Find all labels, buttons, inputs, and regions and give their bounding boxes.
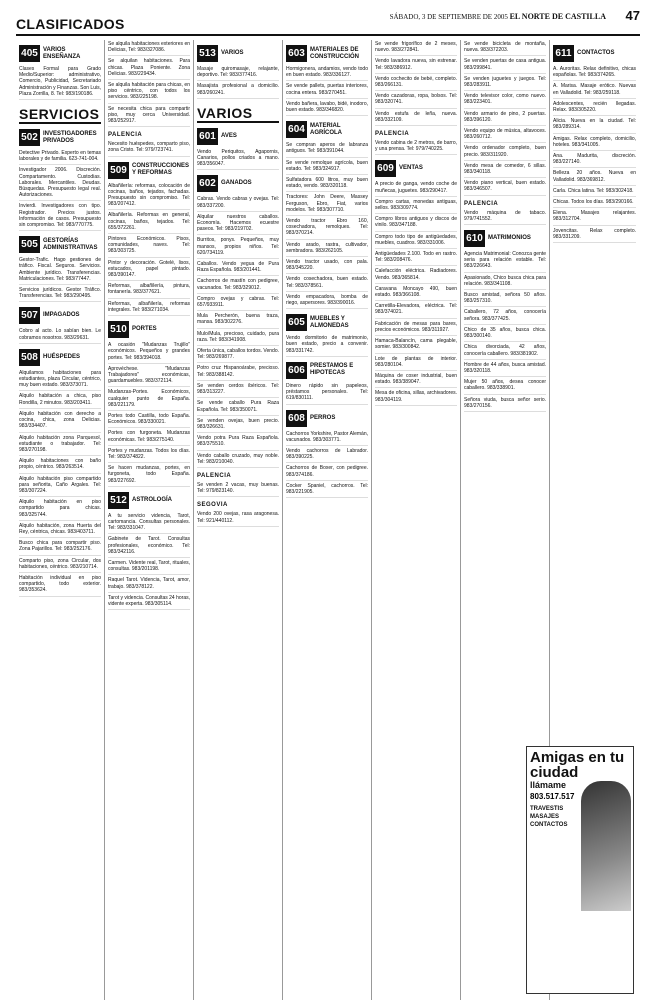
classified-ad: Potro cruz Hispanoárabe, precioso. Tel: 983/388142. bbox=[197, 364, 279, 380]
section-header bbox=[108, 492, 190, 509]
classified-ad: Jovencitas. Relax completo. 983/331209. bbox=[553, 227, 636, 243]
classified-ad: Se vende bicicleta de montaña, nueva. 983/372203. bbox=[464, 40, 546, 56]
classified-ad: Chica divorciada, 42 años, conocería caballero. 983/381902. bbox=[464, 343, 546, 359]
section-header bbox=[286, 314, 368, 331]
section-title: AVES bbox=[221, 132, 237, 139]
classified-ad: Detective Privado. Experto en temas laborales y de familia. 623-741-004. bbox=[19, 149, 101, 165]
classified-ad: Máquina de coser industrial, buen estado. 983/389047. bbox=[375, 372, 457, 388]
issue-date-line bbox=[390, 12, 606, 21]
photo-ad-list-item: MASAJES bbox=[530, 814, 560, 820]
section-header bbox=[286, 121, 368, 138]
classified-ad: Se vende caballo Pura Raza Española. Tel: 983/350071. bbox=[197, 399, 279, 415]
classified-column bbox=[372, 40, 461, 1000]
classified-ad: Se venden ovejas, buen precio. 983/326631. bbox=[197, 417, 279, 433]
classified-ad: Lote de plantas de interior. 983/280104. bbox=[375, 355, 457, 371]
section-number: 605 bbox=[286, 314, 307, 331]
classified-ad: Cabras. Vendo cabras y ovejas. Tel: 983/337200. bbox=[197, 195, 279, 211]
section-title: GANADOS bbox=[221, 180, 252, 187]
classified-ad: Mula Percherón, buena traza, mansa. 983/302276. bbox=[197, 312, 279, 328]
classified-ad: Vendo Periquitos, Agapornis, Canarios, pollos criados a mano. 983/356047. bbox=[197, 148, 279, 171]
classified-ad: Compro ovejas y cabras. Tel: 657/933911. bbox=[197, 295, 279, 311]
classified-ad: Raquel Tarot. Videncia, Tarot, amor, trabajo. 983/378122. bbox=[108, 576, 190, 592]
classified-ad: Vendo bañera, lavabo, bidé, inodoro, buen estado. 983/346820. bbox=[286, 100, 368, 116]
classified-ad: Vendo cochecito de bebé, completo. 983/266131. bbox=[375, 75, 457, 91]
classified-ad: Pintores Económicos. Pisos, comunidades, naves. Tel: 983/303725. bbox=[108, 235, 190, 258]
classified-ad: Vendo empacadora, bomba de riego, aspersores. 983/390016. bbox=[286, 293, 368, 309]
classified-ad: Alquilo habitación con derecho a cocina, chica, zona Delicias. 983/334407. bbox=[19, 410, 101, 433]
newspaper-name: EL NORTE DE CASTILLA bbox=[509, 12, 606, 21]
section-title: CLASIFICADOS bbox=[16, 16, 125, 32]
classified-ad: Tractores: John Deere, Massey Ferguson, Ebro, Fiat, varios modelos. Tel: 983/307710. bbox=[286, 193, 368, 216]
classified-ad: Investigador 2006. Discreción. Compartamento. Custodias. Laborales. Mercantiles. Deudas. Búsquedas. Presupuesto legal real. Autorizaciones. bbox=[19, 166, 101, 201]
section-title: PORTES bbox=[132, 326, 157, 333]
classified-ad: Portes todo Castilla, todo España. Económicos. 983/330021. bbox=[108, 412, 190, 428]
classified-ad: Cobro al acto. Lo sabían bien. Le cobramos nosotros. 983/29631. bbox=[19, 327, 101, 343]
section-number: 610 bbox=[464, 230, 485, 247]
classified-ad: Hormigonera, andamios, vendo todo en buen estado. 983/336127. bbox=[286, 65, 368, 81]
classified-ad: Pintor y decoración. Gotelé, lisos, estucados, papel pintado. 983/390147. bbox=[108, 259, 190, 282]
classified-ad: Antigüedades 2.100. Todo en rastro. Tel: 983/208476. bbox=[375, 250, 457, 266]
classified-ad: Chico de 35 años, busca chica. 983/300140. bbox=[464, 326, 546, 342]
classified-ad: Vendo dormitorio de matrimonio, buen estado, precio a convenir. 983/331742. bbox=[286, 334, 368, 357]
classified-ad: Vendo televisor color, como nuevo. 983/223401. bbox=[464, 92, 546, 108]
classified-ad: Cocker Spaniel, cachorros. Tel: 983/221905. bbox=[286, 482, 368, 498]
classified-ad: Amigas. Relax completo, domicilio, hoteles. 983/341005. bbox=[553, 135, 636, 151]
classified-ad: Hombre de 44 años, busca amistad. 983/320118. bbox=[464, 361, 546, 377]
classified-ad: Se venden puertas de casa antigua. 983/299841. bbox=[464, 57, 546, 73]
classified-ad: Se vende pallets, puertas interiores, cocina entera. 983/270451. bbox=[286, 82, 368, 98]
classified-ad: Alquilo habitación piso compartido para señorita, Caño Argales. Tel: 983/307224. bbox=[19, 475, 101, 498]
classified-ad: Vendo armario de pino, 2 puertas. 983/396120. bbox=[464, 110, 546, 126]
section-header bbox=[19, 45, 101, 62]
classified-ad: Se venden cerdos ibéricos. Tel: 983/313227. bbox=[197, 382, 279, 398]
classified-ad: A. Auroritas. Relax definitivo, chicas españolas. Tel: 983/374265. bbox=[553, 65, 636, 81]
classified-ad: Dinero rápido sin papeleos, préstamos personales. Tel: 619/830111. bbox=[286, 382, 368, 405]
classified-ad: Habitación individual en piso compartido, todo exterior. 983/353624. bbox=[19, 574, 101, 597]
section-title: VARIOS bbox=[221, 50, 244, 56]
classified-ad: Se vende frigorífico de 2 meses, nuevo. 983/272841. bbox=[375, 40, 457, 56]
section-number: 505 bbox=[19, 236, 40, 253]
classified-ad: Sulfatadora 600 litros, muy buen estado, vendo. 983/320118. bbox=[286, 176, 368, 192]
classified-ad: Vendo equipo de música, altavoces. 983/260712. bbox=[464, 127, 546, 143]
classified-ad: Gabinete de Tarot. Consultas profesionales, económico. Tel: 983/342116. bbox=[108, 535, 190, 558]
section-header bbox=[19, 307, 101, 324]
classified-ad: Alquilo habitaciones con baño propio, céntrico. 983/263514. bbox=[19, 457, 101, 473]
section-number: 604 bbox=[286, 121, 307, 138]
classified-ad: Caballos. Vendo yegua de Pura Raza Española. 983/201441. bbox=[197, 260, 279, 276]
classified-ad: Busco chica para compartir piso. Zona Pajarillos. Tel: 983/252176. bbox=[19, 539, 101, 555]
section-title: VARIOS ENSEÑANZA bbox=[43, 46, 81, 60]
section-title: INVESTIGADORES PRIVADOS bbox=[43, 130, 97, 144]
photo-ad-phone: 803.517.517 bbox=[530, 792, 575, 801]
section-number: 602 bbox=[197, 175, 218, 192]
province-heading: SEGOVIA bbox=[197, 502, 228, 509]
classified-ad: Alquilar nuestros caballos. Economía. Hacemos ecuestre paseos. Tel: 983/219702. bbox=[197, 213, 279, 236]
section-title: MATERIALES DE CONSTRUCCIÓN bbox=[310, 46, 359, 60]
section-header bbox=[108, 162, 190, 179]
classified-ad: Se compran aperos de labranza antiguos. Tel: 983/391044. bbox=[286, 141, 368, 157]
section-header bbox=[553, 45, 636, 62]
classified-ad: A ocasión "Mudanzas Trujillo" económicos. Pequeños y grandes portes. Tel: 983/394018. bbox=[108, 341, 190, 364]
classified-ad: Necesito huéspedes, comparto piso, zona Cristo. Tel: 979/723741. bbox=[108, 140, 190, 156]
section-number: 601 bbox=[197, 128, 218, 145]
classified-ad: Se alquila habitaciones exteriores en Delicias, Tel: 983/327086. bbox=[108, 40, 190, 56]
section-number: 510 bbox=[108, 321, 129, 338]
classified-ad: Reformas, albañilería, reformas integrales. Tel: 983/271034. bbox=[108, 300, 190, 316]
classified-ad: Burritos, ponys. Pequeños, muy mansos, propios niños. Tel: 620/734119. bbox=[197, 236, 279, 259]
section-number: 608 bbox=[286, 410, 307, 427]
classified-ad: Vendo piano vertical, buen estado. 983/346507. bbox=[464, 179, 546, 195]
classified-ad: Alquilo habitación a chica, piso Rondilla, 2 minutos. 983/203411. bbox=[19, 392, 101, 408]
classified-column bbox=[16, 40, 105, 1000]
section-number: 502 bbox=[19, 129, 40, 146]
classified-ad: A. Marisa. Masaje erótico. Nuevas en Valladolid. Tel: 983/259118. bbox=[553, 82, 636, 98]
section-title: MATERIAL AGRÍCOLA bbox=[310, 122, 342, 136]
classified-ad: Adolescentes, recién llegadas. Relax. 983/305220. bbox=[553, 100, 636, 116]
section-header bbox=[197, 45, 279, 62]
classified-ad: Se venden 2 vacas, muy buenas. Tel: 979/823140. bbox=[197, 481, 279, 497]
classified-ad: Mulo/Mula, precioso, cuidado, pura raza. Tel: 983/341908. bbox=[197, 330, 279, 346]
classified-column bbox=[283, 40, 372, 1000]
photo-ad-list-item: CONTACTOS bbox=[530, 822, 568, 828]
photo-ad-subtitle: llámame bbox=[530, 780, 567, 790]
classified-ad: Mesa de oficina, sillas, archivadores. 983/304119. bbox=[375, 389, 457, 405]
classified-ad: Belleza 20 años. Nueva en Valladolid. 983/369812. bbox=[553, 169, 636, 185]
classified-ad: Mujer 50 años, desea conocer caballero. 983/338901. bbox=[464, 378, 546, 394]
section-header bbox=[19, 349, 101, 366]
section-header bbox=[464, 230, 546, 247]
classified-ad: Se vende remolque agrícola, buen estado. Tel: 983/324917. bbox=[286, 159, 368, 175]
classified-ad: Vendo lavadora nueva, sin estrenar. Tel: 983/386912. bbox=[375, 57, 457, 73]
issue-date: SÁBADO, 3 DE SEPTIEMBRE DE 2005 bbox=[389, 13, 508, 21]
classified-ad: Alquilo habitación en piso compartido para chicas. 983/325744. bbox=[19, 498, 101, 521]
section-header bbox=[286, 45, 368, 62]
classified-ad: Se alquilan habitaciones. Para chicas. Plaza Poniente. Zona Delicias. 983/229434. bbox=[108, 57, 190, 80]
classified-ad: Ana. Madurita, discreción. 983/227140. bbox=[553, 152, 636, 168]
classified-ad: Vendo mesa de comedor, 6 sillas. 983/340118. bbox=[464, 162, 546, 178]
province-heading: PALENCIA bbox=[108, 132, 143, 139]
classified-ad: Vendo estufa de leña, nueva. 983/332109. bbox=[375, 110, 457, 126]
classified-ad: Hamaca-Balancín, cama plegable, somier. 983/300842. bbox=[375, 337, 457, 353]
category-heading: SERVICIOS bbox=[19, 106, 100, 123]
classified-ad: Invierdi. Investigadores con tipo. Registrador. Precios justos. Información de casos. Presupuesto sin compromiso. Tel: 983/770775. bbox=[19, 202, 101, 231]
section-number: 513 bbox=[197, 45, 218, 62]
photo-ad-title: Amigas en tu ciudad bbox=[530, 749, 625, 781]
classified-ad: Vendo cachorros de Labrador. 983/390225. bbox=[286, 447, 368, 463]
section-header bbox=[19, 236, 101, 253]
classified-ad: Cachorros de Boxer, con pedigree. 983/374186. bbox=[286, 464, 368, 480]
classified-ad: Clases Formal para Grado Medio/Superior: administrativo, Comercio, Publicidad, Secretariado Administración y Finanzas. Son Luis, Plaza Zorrilla, 8. Tel: 983/190186. bbox=[19, 65, 101, 100]
section-number: 603 bbox=[286, 45, 307, 62]
classified-ad: A tu servicio videncia, Tarot, cartomancia. Consultas personales. Tel: 983/331047. bbox=[108, 512, 190, 535]
section-header bbox=[19, 129, 101, 146]
photo-ad-image bbox=[581, 781, 631, 911]
header-rule bbox=[16, 34, 640, 36]
section-number: 509 bbox=[108, 162, 129, 179]
province-heading: PALENCIA bbox=[197, 472, 232, 479]
classified-ad: Masaje quiromasaje, relajante, deportivo. Tel: 983/377416. bbox=[197, 65, 279, 81]
classified-ad: Compro todo tipo de antigüedades, muebles, cuadros. 983/331006. bbox=[375, 233, 457, 249]
classified-ad: Vendo tractor usado, con pala. 983/345220. bbox=[286, 258, 368, 274]
classified-ad: Portes con furgoneta. Mudanzas económicas. Tel: 983/275140. bbox=[108, 429, 190, 445]
classified-ad: Carmen. Vidente real, Tarot, rituales, consultas. 983/201198. bbox=[108, 559, 190, 575]
classified-ad: Calefacción eléctrica. Radiadores. Vendo. 983/365814. bbox=[375, 267, 457, 283]
page-number: 47 bbox=[625, 8, 640, 23]
section-header bbox=[375, 160, 457, 177]
classified-ad: Comparto piso, zona Circular, dos habitaciones, céntrico. 983/210714. bbox=[19, 557, 101, 573]
classified-column bbox=[194, 40, 283, 1000]
classified-ad: Aprovéchese. "Mudanzas Trabajadores" económicas, guardamuebles. 983/372114. bbox=[108, 365, 190, 388]
classified-ad: Agencia Matrimonial: Conozca gente seria para relación estable. Tel: 983/226643. bbox=[464, 250, 546, 273]
section-number: 611 bbox=[553, 45, 574, 62]
classified-ad: Vendo caballo cruzado, muy noble. Tel: 983/210040. bbox=[197, 452, 279, 468]
classified-ad: Vendo tractor Ebro 160, cosechadora, remolques. Tel: 983/370214. bbox=[286, 217, 368, 240]
section-header bbox=[197, 175, 279, 192]
category-heading: VARIOS bbox=[197, 105, 279, 123]
contacts-photo-ad bbox=[526, 746, 634, 994]
section-header bbox=[197, 128, 279, 145]
classified-ad: Compro cartas, monedas antiguas, sellos. 983/309774. bbox=[375, 198, 457, 214]
classified-ad: Vendo arado, rastra, cultivador, sembradora. 983/262105. bbox=[286, 241, 368, 257]
section-title: MUEBLES Y ALMONEDAS bbox=[310, 315, 349, 329]
classified-ad: Vendo cabina de 2 metros, de barro, y una prensa. Tel: 979/740225. bbox=[375, 139, 457, 155]
classified-ad: Reformas, albañilería, pintura, fontanería. 983/377621. bbox=[108, 282, 190, 298]
classified-ad: Caballero, 72 años, conocería señora. 983/377425. bbox=[464, 308, 546, 324]
classified-ad: Vendo 200 ovejas, rasa aragonesa. Tel: 921/440112. bbox=[197, 510, 279, 526]
photo-ad-list-item: TRAVESTIS bbox=[530, 806, 564, 812]
section-number: 405 bbox=[19, 45, 40, 62]
section-header bbox=[108, 321, 190, 338]
classified-column bbox=[105, 40, 194, 1000]
section-header bbox=[286, 410, 368, 427]
classified-ad: Vendo cazadoras, ropa, bolsos. Tel: 983/320741. bbox=[375, 92, 457, 108]
section-title: MATRIMONIOS bbox=[488, 235, 531, 242]
section-number: 507 bbox=[19, 307, 40, 324]
classified-ad: Alquilo habitación zona Parquesol, estudiante o trabajador. Tel: 983/270198. bbox=[19, 434, 101, 457]
classified-ad: Vendo máquina de tabaco. 979/741552. bbox=[464, 209, 546, 225]
classified-ad: Apasionado, Chico busca chica para relación. 983/341108. bbox=[464, 274, 546, 290]
classified-ad: A precio de ganga, vendo coche de muñecas, juguetes. 983/290417. bbox=[375, 180, 457, 196]
classified-ad: Compro libros antiguos y discos de vinilo. 983/347188. bbox=[375, 215, 457, 231]
classified-ad: Caravana Moncayo 490, buen estado. 983/366108. bbox=[375, 285, 457, 301]
classified-ad: Oferta única, caballos tordos. Vendo. Tel: 983/269877. bbox=[197, 347, 279, 363]
classified-ad: Cachorros de mastín con pedigree, vacunados. Tel: 983/329012. bbox=[197, 277, 279, 293]
section-number: 606 bbox=[286, 362, 307, 379]
classified-ad: Masajista profesional a domicilio. 983/260241. bbox=[197, 82, 279, 98]
classified-ad: Portes y mudanzas. Todos los días. Tel: 983/374822. bbox=[108, 447, 190, 463]
section-title: CONTACTOS bbox=[577, 50, 615, 56]
classified-ad: Alquilo habitación, zona Huerta del Rey, céntrica, chicas. 983/403711. bbox=[19, 522, 101, 538]
section-title: VENTAS bbox=[399, 165, 423, 172]
section-title: ASTROLOGÍA bbox=[132, 496, 172, 503]
section-title: IMPAGADOS bbox=[43, 312, 80, 319]
classified-ad: Servicios jurídicos. Gestor Tráfico. Transferencias. Tel: 983/290495. bbox=[19, 286, 101, 302]
section-title: PRESTAMOS E HIPOTECAS bbox=[310, 363, 354, 377]
classified-ad: Chicas. Todos los días. 983/290166. bbox=[553, 198, 636, 208]
section-header bbox=[286, 362, 368, 379]
classified-ad: Carretilla-Elevadora, eléctrica. Tel: 983/374021. bbox=[375, 302, 457, 318]
classified-ad: Vendo ordenador completo, buen precio. 983/311920. bbox=[464, 144, 546, 160]
section-title: HUÉSPEDES bbox=[43, 353, 81, 360]
classified-ad: Alquilamos habitaciones para estudiantes, plaza Circular, céntrico, muy buen estado. 983/373071. bbox=[19, 369, 101, 392]
classified-ad: Gestor-Trafic. Hago gestiones de tráfico. Fiscal. Seguros. Servicios. Ambiente jurídico. Transferencias. Matriculaciones. Tel: 983/77447. bbox=[19, 256, 101, 285]
section-number: 508 bbox=[19, 349, 40, 366]
section-number: 609 bbox=[375, 160, 396, 177]
section-title: PERROS bbox=[310, 414, 336, 421]
classified-ad: Fabricación de mesas para bares, precios económicos. 983/311927. bbox=[375, 320, 457, 336]
classified-ad: Carla. Chica latina. Tel: 983/302418. bbox=[553, 187, 636, 197]
classified-ad: Se hacen mudanzas, portes, en furgoneta, todo España. 983/227692. bbox=[108, 464, 190, 487]
province-heading: PALENCIA bbox=[464, 200, 499, 207]
province-heading: PALENCIA bbox=[375, 131, 410, 138]
classified-ad: Elena. Masajes relajantes. 983/312704. bbox=[553, 209, 636, 225]
classified-ad: Albañilería: reformas, colocación de cocinas, baños, tejados, fachadas. Presupuesto sin compromiso. Tel: 983/207412. bbox=[108, 182, 190, 211]
classified-ad: Alicia. Nueva en la ciudad. Tel: 983/289314. bbox=[553, 117, 636, 133]
classified-ad: Albañilería. Reformas en general, cocinas, baños, tejados. Tel: 655/372261. bbox=[108, 211, 190, 234]
classified-ad: Busco amistad, señora 50 años. 983/257310. bbox=[464, 291, 546, 307]
classified-ad: Se alquila habitación para chicas, en piso céntrico, con todos los servicios. 983/225198. bbox=[108, 81, 190, 104]
classified-ad: Vendo potra Pura Raza Española. 983/375510. bbox=[197, 434, 279, 450]
classified-ad: Se necesita chica para compartir piso, muy cerca Universidad. 983/252917. bbox=[108, 105, 190, 128]
classified-ad: Tarot y videncia. Consultas 24 horas, vidente experta. 983/305114. bbox=[108, 594, 190, 610]
classified-ad: Mudanzas-Portes. Económicos, cualquier punto de España. 983/221179. bbox=[108, 388, 190, 411]
classified-ad: Cachorros Yorkshire, Pastor Alemán, vacunados. 983/303771. bbox=[286, 430, 368, 446]
classified-ad: Se venden juguetes y juegos. Tel: 983/283911. bbox=[464, 75, 546, 91]
classified-ad: Vendo cosechadora, buen estado. Tel: 983/378561. bbox=[286, 275, 368, 291]
section-title: GESTORÍAS ADMINISTRATIVAS bbox=[43, 237, 98, 251]
section-number: 512 bbox=[108, 492, 129, 509]
classified-ad: Señora viuda, busca señor serio. 983/270156. bbox=[464, 396, 546, 412]
section-title: CONSTRUCCIONES Y REFORMAS bbox=[132, 163, 190, 177]
